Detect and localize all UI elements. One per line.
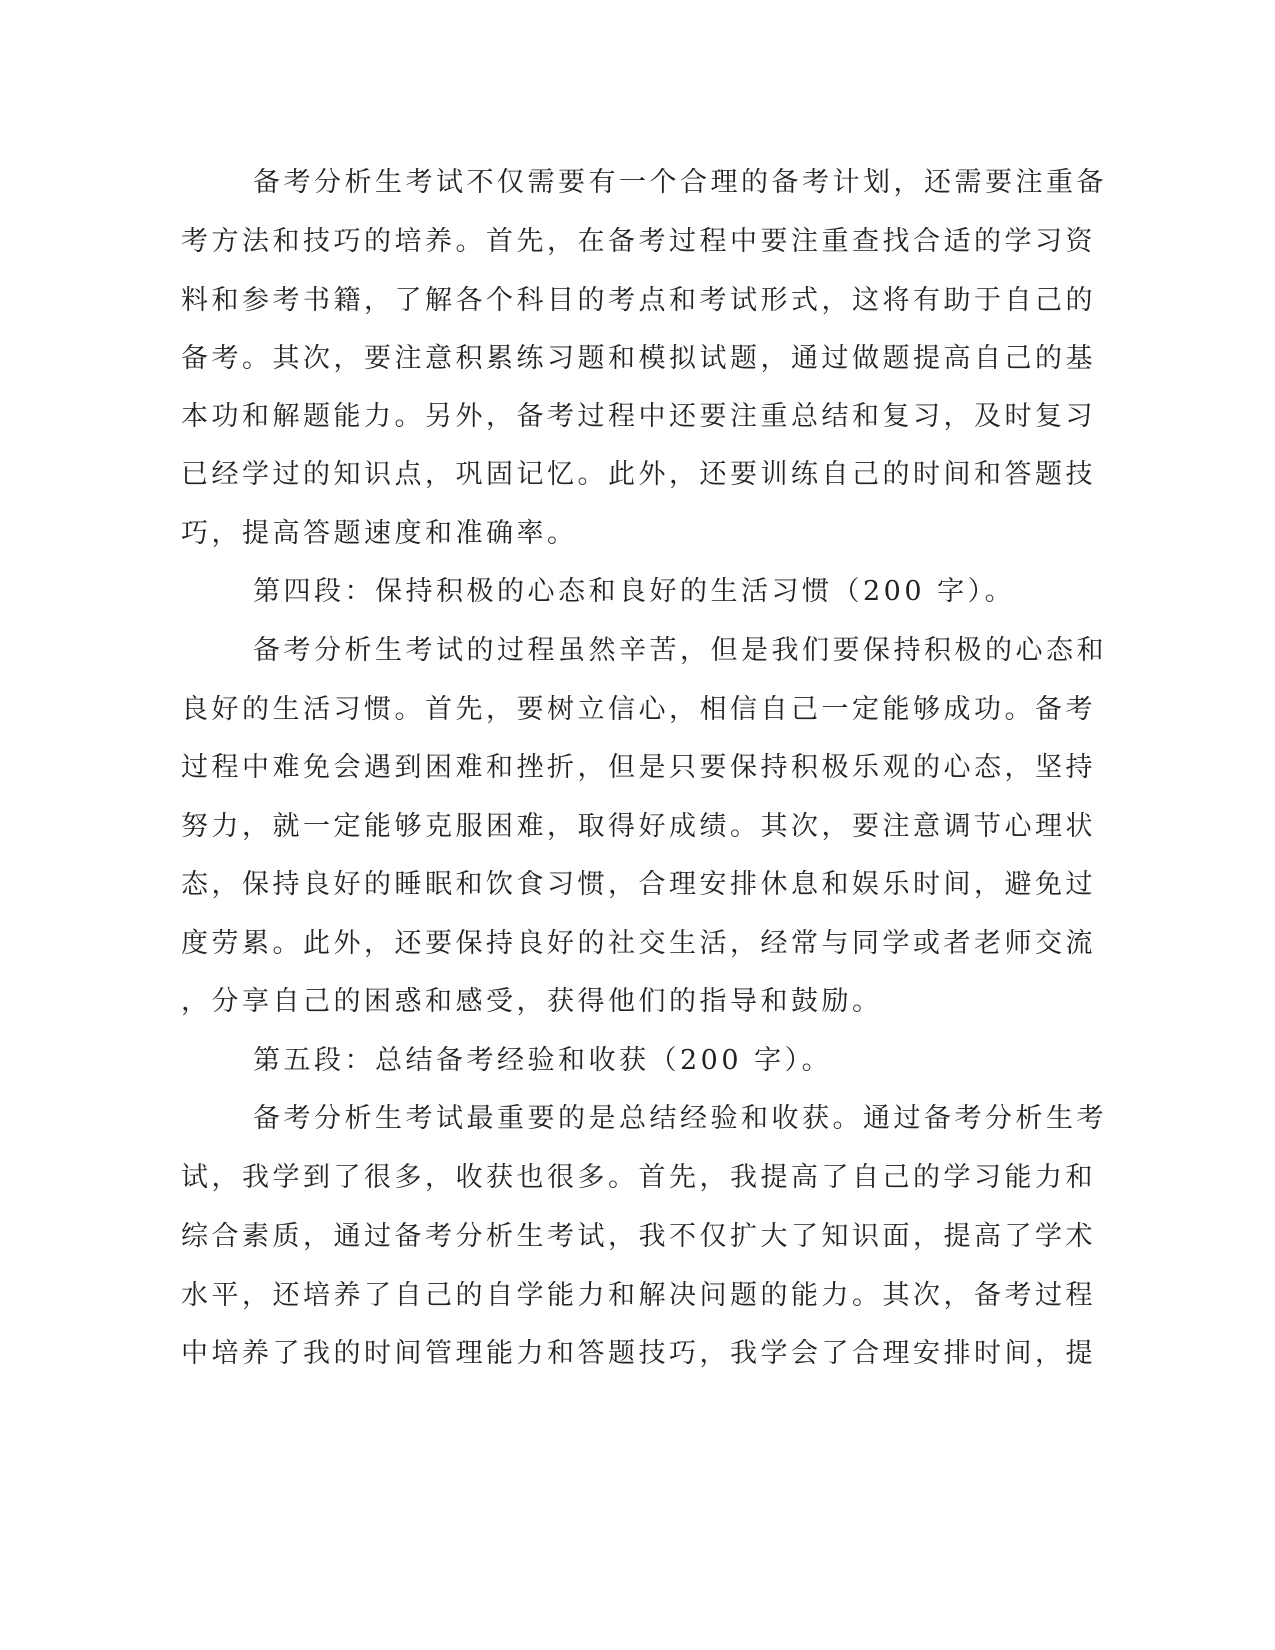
text-line: 备考分析生考试不仅需要有一个合理的备考计划，还需要注重备 — [253, 167, 1107, 198]
text-line: 努力，就一定能够克服困难，取得好成绩。其次，要注意调节心理状 — [181, 811, 1096, 842]
section-heading: 第四段：保持积极的心态和良好的生活习惯（200 字）。 — [253, 576, 1016, 607]
section-heading: 第五段：总结备考经验和收获（200 字）。 — [253, 1045, 833, 1076]
text-line: 水平，还培养了自己的自学能力和解决问题的能力。其次，备考过程 — [181, 1280, 1096, 1311]
text-line: 考方法和技巧的培养。首先，在备考过程中要注重查找合适的学习资 — [181, 226, 1096, 257]
text-line: 态，保持良好的睡眠和饮食习惯，合理安排休息和娱乐时间，避免过 — [181, 869, 1096, 900]
text-line: 备考。其次，要注意积累练习题和模拟试题，通过做题提高自己的基 — [181, 343, 1096, 374]
text-line: 良好的生活习惯。首先，要树立信心，相信自己一定能够成功。备考 — [181, 694, 1096, 725]
text-line: 巧，提高答题速度和准确率。 — [181, 518, 578, 549]
text-line: 试，我学到了很多，收获也很多。首先，我提高了自己的学习能力和 — [181, 1162, 1096, 1193]
text-line: ，分享自己的困惑和感受，获得他们的指导和鼓励。 — [181, 986, 883, 1017]
text-line: 度劳累。此外，还要保持良好的社交生活，经常与同学或者老师交流 — [181, 928, 1096, 959]
text-line: 备考分析生考试最重要的是总结经验和收获。通过备考分析生考 — [253, 1103, 1107, 1134]
text-line: 中培养了我的时间管理能力和答题技巧，我学会了合理安排时间，提 — [181, 1338, 1096, 1369]
text-line: 备考分析生考试的过程虽然辛苦，但是我们要保持积极的心态和 — [253, 635, 1107, 666]
text-line: 本功和解题能力。另外，备考过程中还要注重总结和复习，及时复习 — [181, 401, 1096, 432]
text-line: 已经学过的知识点，巩固记忆。此外，还要训练自己的时间和答题技 — [181, 459, 1096, 490]
text-line: 综合素质，通过备考分析生考试，我不仅扩大了知识面，提高了学术 — [181, 1221, 1096, 1252]
text-line: 过程中难免会遇到困难和挫折，但是只要保持积极乐观的心态，坚持 — [181, 752, 1096, 783]
text-line: 料和参考书籍，了解各个科目的考点和考试形式，这将有助于自己的 — [181, 285, 1096, 316]
